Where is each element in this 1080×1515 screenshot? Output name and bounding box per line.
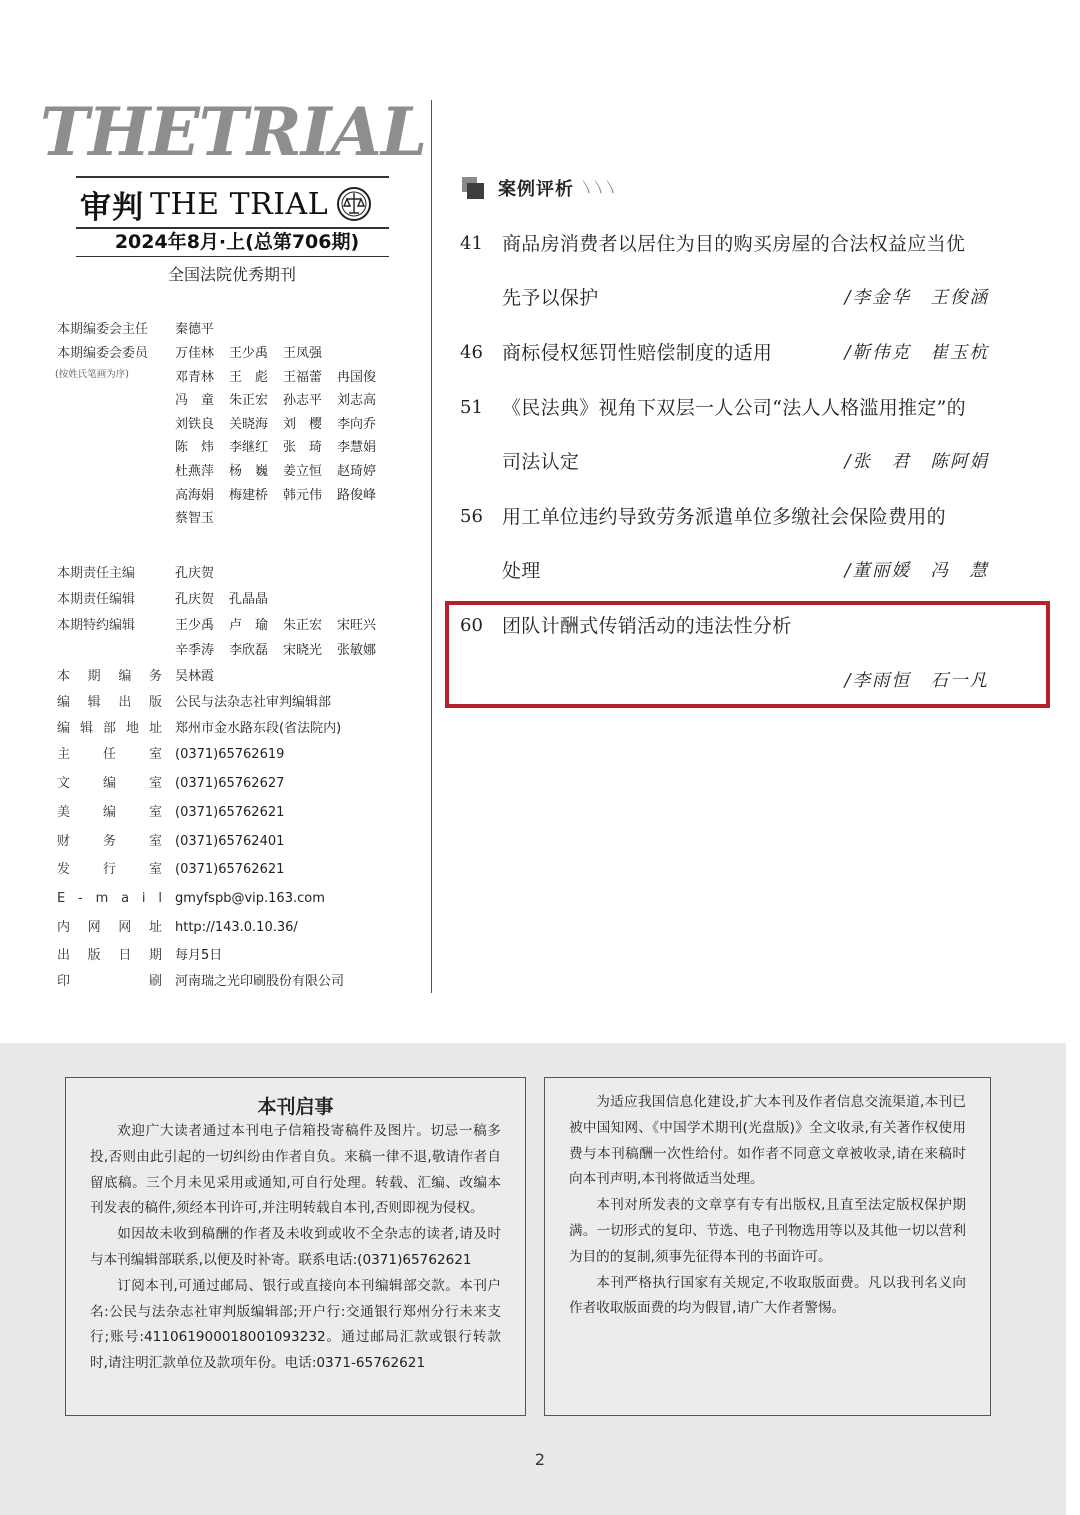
special-editor-name: 辛季涛 (175, 643, 215, 658)
special-editor-name: 朱正宏 (283, 618, 323, 633)
contact-value: 河南瑞之光印刷股份有限公司 (175, 974, 345, 989)
member-name: 刘志高 (337, 393, 377, 409)
contact-label: E - m a i l (57, 891, 162, 906)
highlight-box (445, 601, 1050, 708)
chair-name: 秦德平 (175, 322, 215, 337)
members-label: 本期编委会委员 (57, 346, 149, 361)
masthead-title (80, 182, 390, 226)
affairs-label: 本 期 编 务 (57, 669, 162, 684)
resp-editor-name: 孔庆贺 (175, 592, 215, 607)
special-editor-name: 卢 瑜 (229, 618, 269, 633)
member-name: 路俊峰 (337, 487, 377, 503)
chief-editor-name: 孔庆贺 (175, 566, 215, 581)
member-name (337, 344, 391, 368)
masthead-rule-bottom (76, 256, 389, 257)
subtitle: 全国法院优秀期刊 (167, 265, 296, 284)
special-editor-name: 宋旺兴 (337, 618, 377, 633)
member-name: 朱正宏 (229, 393, 269, 409)
contact-label: 印 刷 (57, 974, 162, 989)
contact-value: http://143.0.10.36/ (175, 920, 298, 935)
notice-paragraph: 欢迎广大读者通过本刊电子信箱投寄稿件及图片。切忌一稿多投,否则由此引起的一切纠纷由作者自负。来稿一律不退,敬请作者自留底稿。三个月未见采用或通知,可自行处理。转载、汇编、改编本刊发表的稿件,须经本刊许可,并注明转载自本刊,否则即视为侵权。 (90, 1123, 501, 1217)
toc-title[interactable]: 用工单位违约导致劳务派遣单位多缴社会保险费用的 (502, 506, 946, 528)
resp-editors-label: 本期责任编辑 (57, 592, 136, 607)
contact-value: (0371)65762621 (175, 805, 285, 820)
toc-page-number: 46 (460, 342, 483, 363)
member-name: 王福蕾 (283, 369, 323, 385)
notice-box-right (544, 1077, 991, 1416)
notice-right-body (569, 1090, 966, 1322)
member-name: 关晓海 (229, 416, 269, 432)
resp-editors-list (175, 590, 283, 610)
contact-label: 内 网 网 址 (57, 920, 162, 935)
member-name: 陈 炜 (175, 440, 215, 456)
section-header (462, 175, 616, 201)
contact-value: (0371)65762627 (175, 776, 285, 791)
special-editor-name: 李欣磊 (229, 643, 269, 658)
toc-author: /李雨恒 石一凡 (844, 671, 989, 691)
address-value: 郑州市金水路东段(省法院内) (175, 721, 342, 736)
member-name: 杨 巍 (229, 463, 269, 479)
members-list (175, 344, 390, 533)
contact-label: 主 任 室 (57, 747, 162, 762)
toc-title-continued[interactable]: 处理 (502, 560, 541, 582)
toc-page-number: 60 (460, 615, 483, 636)
chair-label: 本期编委会主任 (57, 322, 149, 337)
member-name: 张 琦 (283, 440, 323, 456)
member-name: 蔡智玉 (175, 511, 215, 527)
special-editor-name: 宋晓光 (283, 643, 323, 658)
contact-value: (0371)65762401 (175, 834, 285, 849)
member-name: 王少禹 (229, 346, 269, 361)
court-emblem-icon (336, 186, 372, 222)
notice-left-body (90, 1119, 501, 1377)
special-editors-list (175, 616, 395, 636)
contact-value: gmyfspb@vip.163.com (175, 891, 325, 906)
member-name: 李慧娟 (337, 440, 377, 456)
toc-title[interactable]: 商标侵权惩罚性赔偿制度的适用 (502, 342, 773, 364)
contact-value: (0371)65762621 (175, 862, 285, 877)
publisher-label: 编 辑 出 版 (57, 695, 162, 710)
special-editor-name: 张敏娜 (337, 643, 377, 658)
affairs-name: 吴林霞 (175, 669, 215, 684)
contact-label: 发 行 室 (57, 862, 162, 877)
member-name: 邓青林 (175, 369, 215, 385)
contact-label: 财 务 室 (57, 834, 162, 849)
toc-title[interactable]: 商品房消费者以居住为目的购买房屋的合法权益应当优 (502, 233, 966, 255)
toc-author: /董丽媛 冯 慧 (844, 561, 989, 581)
special-editors-label: 本期特约编辑 (57, 618, 136, 633)
title-english: THE TRIAL (150, 186, 329, 222)
section-square-icon (462, 177, 484, 199)
section-wave-icon: 〵〵〵 (580, 181, 616, 197)
notice-paragraph: 为适应我国信息化建设,扩大本刊及作者信息交流渠道,本刊已被中国知网、《中国学术期刊(光盘版)》全文收录,有关著作权使用费与本刊稿酬一次性给付。如作者不同意文章被收录,请在来稿时向本刊声明,本刊将做适当处理。 (569, 1094, 966, 1188)
notice-title: 本刊启事 (257, 1096, 334, 1118)
masthead-rule-top (76, 176, 389, 178)
toc-page-number: 41 (460, 233, 483, 254)
special-editors-list-2 (175, 641, 395, 661)
toc-title[interactable]: 《民法典》视角下双层一人公司“法人人格滥用推定”的 (502, 397, 966, 419)
publisher-value: 公民与法杂志社审判编辑部 (175, 695, 332, 710)
notice-box-left (65, 1077, 526, 1416)
toc-title-continued[interactable]: 司法认定 (502, 451, 580, 473)
member-name: 王 彪 (229, 369, 269, 385)
chief-editor-label: 本期责任主编 (57, 566, 136, 581)
member-name: 万佳林 (175, 346, 215, 361)
member-name: 梅建桥 (229, 487, 269, 503)
notice-paragraph: 本刊严格执行国家有关规定,不收取版面费。凡以我刊名义向作者收取版面费的均为假冒,请广大作者警惕。 (569, 1274, 966, 1317)
toc-title[interactable]: 团队计酬式传销活动的违法性分析 (502, 615, 792, 637)
toc-page-number: 56 (460, 506, 483, 527)
member-name: 孙志平 (283, 393, 323, 409)
members-note: (按姓氏笔画为序) (55, 369, 129, 380)
toc-author: /靳伟克 崔玉杭 (844, 343, 989, 363)
notice-paragraph: 如因故未收到稿酬的作者及未收到或收不全杂志的读者,请及时与本刊编辑部联系,以便及时补寄。联系电话:(0371)65762621 (90, 1226, 501, 1268)
special-editor-name: 王少禹 (175, 618, 215, 633)
member-name: 姜立恒 (283, 463, 323, 479)
member-name: 李向乔 (337, 416, 377, 432)
notice-paragraph: 订阅本刊,可通过邮局、银行或直接向本刊编辑部交款。本刊户名:公民与法杂志社审判版编辑部;开户行:交通银行郑州分行未来支行;账号:411061900018001093232。通过邮局汇款或银行转款时,请注明汇款单位及款项年份。电话:0371-65762621 (90, 1277, 501, 1372)
address-label: 编 辑 部 地 址 (57, 721, 162, 736)
page-number: 2 (534, 1450, 546, 1469)
member-name: 杜燕萍 (175, 463, 215, 479)
member-name: 刘 樱 (283, 416, 323, 432)
notice-paragraph: 本刊对所发表的文章享有专有出版权,且直至法定版权保护期满。一切形式的复印、节选、电子刊物选用等以及其他一切以营利为目的的复制,须事先征得本刊的书面许可。 (569, 1197, 966, 1265)
issue-line: 2024年8月·上(总第706期) (114, 231, 360, 253)
contact-label: 文 编 室 (57, 776, 162, 791)
toc-title-continued[interactable]: 先予以保护 (502, 287, 599, 309)
contact-value: (0371)65762619 (175, 747, 285, 762)
contact-label: 出 版 日 期 (57, 948, 162, 963)
column-divider (431, 100, 432, 993)
resp-editor-name: 孔晶晶 (229, 592, 269, 607)
member-name: 冉国俊 (337, 369, 377, 385)
member-name: 韩元伟 (283, 487, 323, 503)
toc-author: /张 君 陈阿娟 (844, 452, 989, 472)
contact-label: 美 编 室 (57, 805, 162, 820)
contact-value: 每月5日 (175, 948, 223, 963)
member-name: 刘铁良 (175, 416, 215, 432)
member-name: 李继红 (229, 440, 269, 456)
member-name: 高海娟 (175, 487, 215, 503)
member-name: 冯 童 (175, 393, 215, 409)
member-name: 赵琦婷 (337, 463, 377, 479)
toc-page-number: 51 (460, 397, 483, 418)
title-chinese: 审判 (80, 189, 144, 226)
member-name: 王凤强 (283, 346, 323, 361)
magazine-logo: THETRIAL (40, 93, 427, 171)
toc-author: /李金华 王俊涵 (844, 288, 989, 308)
section-title: 案例评析 (498, 179, 574, 200)
